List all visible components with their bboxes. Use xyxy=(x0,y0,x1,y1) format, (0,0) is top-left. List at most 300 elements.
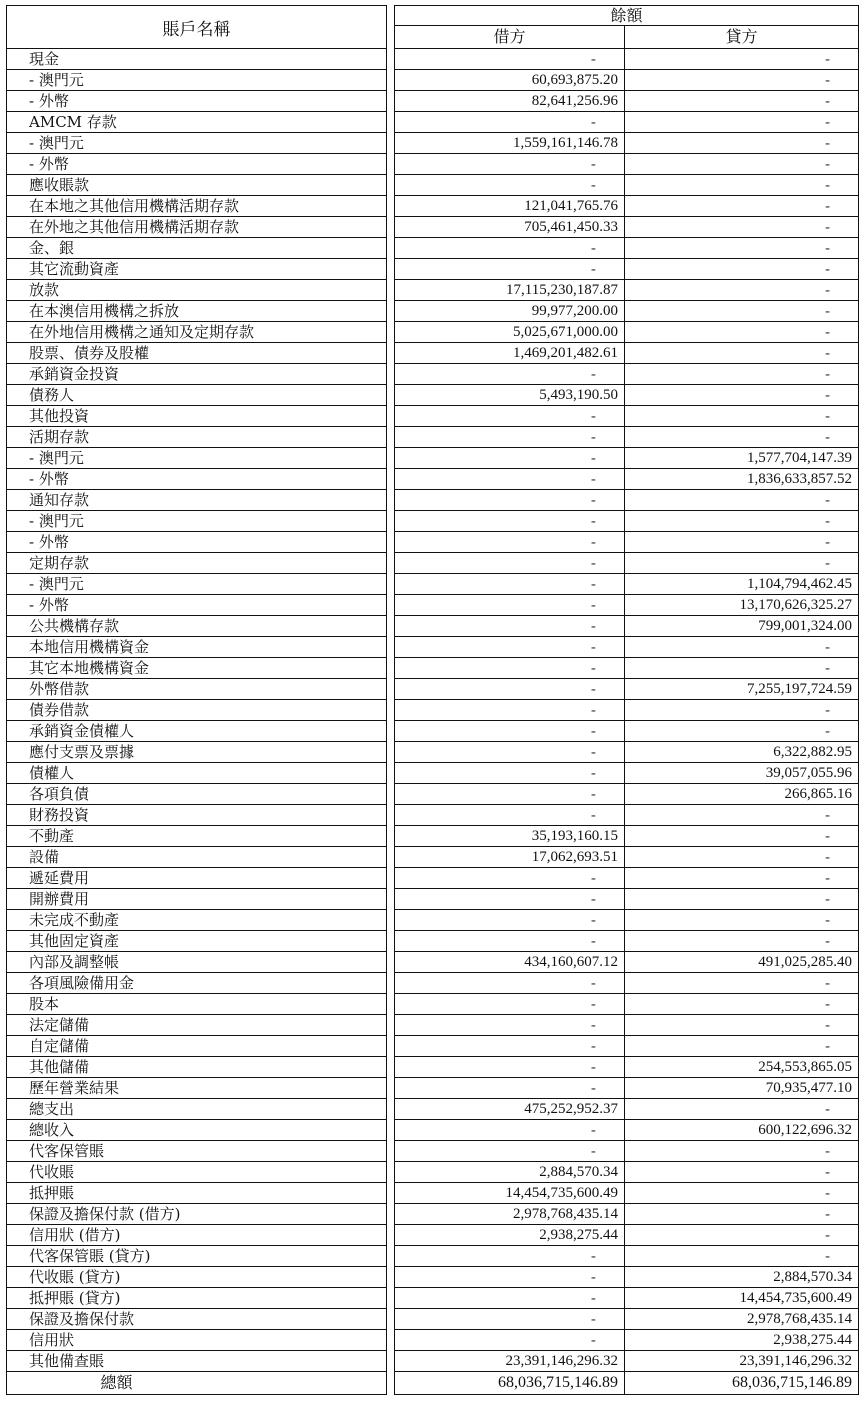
account-name-cell: 抵押賬 xyxy=(7,1183,387,1204)
debit-cell: - xyxy=(395,595,625,616)
debit-cell: - xyxy=(395,994,625,1015)
debit-cell: - xyxy=(395,511,625,532)
table-row xyxy=(7,805,859,826)
debit-cell: - xyxy=(395,427,625,448)
credit-cell: - xyxy=(625,196,859,217)
account-name-cell: 放款 xyxy=(7,280,387,301)
debit-cell: - xyxy=(395,49,625,70)
credit-cell: - xyxy=(625,490,859,511)
account-name-cell: 債務人 xyxy=(7,385,387,406)
column-gap xyxy=(387,427,395,448)
column-gap xyxy=(387,721,395,742)
table-row xyxy=(7,469,859,490)
balance-table xyxy=(6,5,859,1395)
account-name-cell: - 澳門元 xyxy=(7,511,387,532)
column-gap xyxy=(387,490,395,511)
debit-cell: - xyxy=(395,1309,625,1330)
account-rows xyxy=(7,49,859,1372)
table-row xyxy=(7,1246,859,1267)
account-name-cell: 其他備查賬 xyxy=(7,1351,387,1372)
column-gap xyxy=(387,259,395,280)
table-row xyxy=(7,490,859,511)
debit-cell: - xyxy=(395,469,625,490)
column-gap xyxy=(387,1036,395,1057)
debit-cell: - xyxy=(395,364,625,385)
column-gap xyxy=(387,931,395,952)
account-name-cell: 自定儲備 xyxy=(7,1036,387,1057)
debit-cell: 434,160,607.12 xyxy=(395,952,625,973)
table-row xyxy=(7,868,859,889)
account-name-cell: - 外幣 xyxy=(7,595,387,616)
debit-cell: - xyxy=(395,532,625,553)
table-row xyxy=(7,448,859,469)
column-gap xyxy=(387,1330,395,1351)
account-name-cell: 在外地信用機構之通知及定期存款 xyxy=(7,322,387,343)
account-name-cell: - 澳門元 xyxy=(7,574,387,595)
column-gap xyxy=(387,343,395,364)
account-name-cell: 代收賬 xyxy=(7,1162,387,1183)
debit-cell: - xyxy=(395,868,625,889)
credit-cell: - xyxy=(625,1162,859,1183)
column-gap xyxy=(387,385,395,406)
column-gap xyxy=(387,532,395,553)
column-gap xyxy=(387,1183,395,1204)
debit-cell: - xyxy=(395,910,625,931)
debit-cell: - xyxy=(395,784,625,805)
column-gap xyxy=(387,1288,395,1309)
table-row xyxy=(7,1330,859,1351)
credit-cell: - xyxy=(625,931,859,952)
credit-cell: - xyxy=(625,406,859,427)
credit-cell: - xyxy=(625,721,859,742)
table-row xyxy=(7,532,859,553)
debit-cell: 1,559,161,146.78 xyxy=(395,133,625,154)
column-gap xyxy=(387,217,395,238)
account-name-cell: 法定儲備 xyxy=(7,1015,387,1036)
table-row xyxy=(7,112,859,133)
table-row xyxy=(7,994,859,1015)
debit-cell: - xyxy=(395,1120,625,1141)
account-name-cell: 其他投資 xyxy=(7,406,387,427)
account-name-cell: 在本澳信用機構之拆放 xyxy=(7,301,387,322)
debit-cell: - xyxy=(395,1057,625,1078)
column-gap xyxy=(387,1120,395,1141)
account-name-cell: AMCM 存款 xyxy=(7,112,387,133)
table-row xyxy=(7,616,859,637)
debit-cell: - xyxy=(395,1267,625,1288)
credit-cell: - xyxy=(625,343,859,364)
table-row xyxy=(7,1057,859,1078)
column-gap xyxy=(387,826,395,847)
debit-cell: 35,193,160.15 xyxy=(395,826,625,847)
credit-cell: - xyxy=(625,238,859,259)
table-row xyxy=(7,385,859,406)
credit-cell: 799,001,324.00 xyxy=(625,616,859,637)
table-row xyxy=(7,238,859,259)
table-row xyxy=(7,910,859,931)
table-row xyxy=(7,658,859,679)
account-name-cell: 公共機構存款 xyxy=(7,616,387,637)
debit-cell: - xyxy=(395,973,625,994)
debit-cell: 99,977,200.00 xyxy=(395,301,625,322)
column-gap xyxy=(387,511,395,532)
column-gap xyxy=(387,742,395,763)
column-gap xyxy=(387,406,395,427)
debit-cell: - xyxy=(395,448,625,469)
account-name-cell: 其它流動資產 xyxy=(7,259,387,280)
column-gap xyxy=(387,574,395,595)
table-row xyxy=(7,70,859,91)
column-gap xyxy=(387,1372,395,1395)
account-name-cell: 開辦費用 xyxy=(7,889,387,910)
column-gap xyxy=(387,868,395,889)
credit-cell: 2,884,570.34 xyxy=(625,1267,859,1288)
credit-cell: - xyxy=(625,637,859,658)
account-name-cell: 信用狀 xyxy=(7,1330,387,1351)
column-gap xyxy=(387,637,395,658)
column-gap xyxy=(387,238,395,259)
debit-cell: - xyxy=(395,1015,625,1036)
debit-cell: - xyxy=(395,679,625,700)
account-name-cell: 股票、債券及股權 xyxy=(7,343,387,364)
credit-cell: 2,938,275.44 xyxy=(625,1330,859,1351)
table-row xyxy=(7,133,859,154)
debit-cell: - xyxy=(395,616,625,637)
account-name-cell: 未完成不動產 xyxy=(7,910,387,931)
credit-cell: - xyxy=(625,889,859,910)
account-name-cell: 其它本地機構資金 xyxy=(7,658,387,679)
credit-cell: 70,935,477.10 xyxy=(625,1078,859,1099)
debit-cell: - xyxy=(395,1078,625,1099)
credit-cell: 6,322,882.95 xyxy=(625,742,859,763)
table-row xyxy=(7,322,859,343)
column-gap xyxy=(387,1099,395,1120)
table-row xyxy=(7,1141,859,1162)
debit-cell: 475,252,952.37 xyxy=(395,1099,625,1120)
credit-cell: - xyxy=(625,868,859,889)
column-gap xyxy=(387,973,395,994)
account-name-cell: 承銷資金債權人 xyxy=(7,721,387,742)
credit-cell: - xyxy=(625,112,859,133)
account-name-cell: - 外幣 xyxy=(7,469,387,490)
column-gap xyxy=(387,1078,395,1099)
account-name-header: 賬戶名稱 xyxy=(7,6,387,49)
column-gap xyxy=(387,910,395,931)
account-name-cell: 承銷資金投資 xyxy=(7,364,387,385)
column-gap xyxy=(387,1015,395,1036)
credit-cell: - xyxy=(625,1225,859,1246)
table-row xyxy=(7,259,859,280)
table-row xyxy=(7,1351,859,1372)
account-name-cell: - 澳門元 xyxy=(7,448,387,469)
debit-cell: 5,493,190.50 xyxy=(395,385,625,406)
credit-cell: - xyxy=(625,847,859,868)
credit-cell: - xyxy=(625,1246,859,1267)
account-name-cell: 設備 xyxy=(7,847,387,868)
credit-cell: - xyxy=(625,910,859,931)
credit-cell: 14,454,735,600.49 xyxy=(625,1288,859,1309)
column-gap xyxy=(387,301,395,322)
column-gap xyxy=(387,49,395,70)
credit-cell: - xyxy=(625,805,859,826)
column-gap xyxy=(387,1225,395,1246)
credit-cell: - xyxy=(625,1015,859,1036)
debit-cell: 17,062,693.51 xyxy=(395,847,625,868)
debit-cell: 5,025,671,000.00 xyxy=(395,322,625,343)
table-row xyxy=(7,1162,859,1183)
account-name-cell: 定期存款 xyxy=(7,553,387,574)
column-gap xyxy=(387,658,395,679)
account-name-cell: - 澳門元 xyxy=(7,70,387,91)
account-name-cell: 應付支票及票據 xyxy=(7,742,387,763)
credit-cell: - xyxy=(625,259,859,280)
column-gap xyxy=(387,196,395,217)
account-name-cell: - 澳門元 xyxy=(7,133,387,154)
column-gap xyxy=(387,784,395,805)
column-gap xyxy=(387,616,395,637)
account-name-cell: - 外幣 xyxy=(7,532,387,553)
debit-cell: 23,391,146,296.32 xyxy=(395,1351,625,1372)
credit-cell: 13,170,626,325.27 xyxy=(625,595,859,616)
credit-cell: - xyxy=(625,1099,859,1120)
table-row xyxy=(7,889,859,910)
account-name-cell: 財務投資 xyxy=(7,805,387,826)
debit-cell: - xyxy=(395,238,625,259)
debit-cell: - xyxy=(395,889,625,910)
table-row xyxy=(7,679,859,700)
table-row xyxy=(7,49,859,70)
credit-cell: - xyxy=(625,1204,859,1225)
table-row xyxy=(7,952,859,973)
credit-cell: - xyxy=(625,994,859,1015)
total-row xyxy=(7,1372,859,1395)
credit-cell: - xyxy=(625,280,859,301)
account-name-cell: 各項負債 xyxy=(7,784,387,805)
table-row xyxy=(7,742,859,763)
debit-cell: - xyxy=(395,490,625,511)
credit-cell: 39,057,055.96 xyxy=(625,763,859,784)
account-name-cell: 總支出 xyxy=(7,1099,387,1120)
table-row xyxy=(7,175,859,196)
debit-cell: - xyxy=(395,637,625,658)
debit-cell: - xyxy=(395,175,625,196)
column-gap xyxy=(387,133,395,154)
debit-cell: - xyxy=(395,700,625,721)
column-gap xyxy=(387,448,395,469)
account-name-cell: 在本地之其他信用機構活期存款 xyxy=(7,196,387,217)
debit-cell: 2,884,570.34 xyxy=(395,1162,625,1183)
credit-cell: - xyxy=(625,427,859,448)
credit-cell: 266,865.16 xyxy=(625,784,859,805)
debit-cell: - xyxy=(395,406,625,427)
debit-cell: 705,461,450.33 xyxy=(395,217,625,238)
table-row xyxy=(7,1015,859,1036)
column-gap xyxy=(387,679,395,700)
account-name-cell: 遞延費用 xyxy=(7,868,387,889)
column-gap xyxy=(387,322,395,343)
debit-cell: 121,041,765.76 xyxy=(395,196,625,217)
table-row xyxy=(7,1099,859,1120)
debit-cell: - xyxy=(395,931,625,952)
column-gap xyxy=(387,553,395,574)
table-row xyxy=(7,931,859,952)
table-row xyxy=(7,784,859,805)
credit-cell: - xyxy=(625,91,859,112)
table-row xyxy=(7,154,859,175)
column-gap xyxy=(387,154,395,175)
table-row xyxy=(7,595,859,616)
credit-cell: 1,104,794,462.45 xyxy=(625,574,859,595)
column-gap xyxy=(387,1351,395,1372)
debit-cell: 82,641,256.96 xyxy=(395,91,625,112)
credit-cell: - xyxy=(625,70,859,91)
credit-cell: - xyxy=(625,1183,859,1204)
column-gap xyxy=(387,70,395,91)
credit-cell: - xyxy=(625,175,859,196)
table-row xyxy=(7,511,859,532)
credit-cell: - xyxy=(625,133,859,154)
column-gap xyxy=(387,1162,395,1183)
column-gap xyxy=(387,763,395,784)
debit-header: 借方 xyxy=(395,26,625,49)
debit-cell: - xyxy=(395,1330,625,1351)
column-gap xyxy=(387,91,395,112)
credit-cell: 600,122,696.32 xyxy=(625,1120,859,1141)
credit-cell: - xyxy=(625,700,859,721)
column-gap xyxy=(387,175,395,196)
debit-cell: - xyxy=(395,1246,625,1267)
table-row xyxy=(7,763,859,784)
column-gap xyxy=(387,847,395,868)
account-name-cell: 其他固定資產 xyxy=(7,931,387,952)
account-name-cell: 現金 xyxy=(7,49,387,70)
credit-cell: - xyxy=(625,973,859,994)
account-name-cell: 債權人 xyxy=(7,763,387,784)
account-name-cell: 股本 xyxy=(7,994,387,1015)
column-gap xyxy=(387,1141,395,1162)
table-row xyxy=(7,973,859,994)
credit-cell: - xyxy=(625,826,859,847)
credit-cell: - xyxy=(625,49,859,70)
table-row xyxy=(7,1078,859,1099)
debit-cell: - xyxy=(395,112,625,133)
table-row xyxy=(7,217,859,238)
credit-cell: 23,391,146,296.32 xyxy=(625,1351,859,1372)
table-row xyxy=(7,364,859,385)
table-row xyxy=(7,700,859,721)
column-gap xyxy=(387,700,395,721)
column-gap xyxy=(387,112,395,133)
account-name-cell: 金、銀 xyxy=(7,238,387,259)
table-row xyxy=(7,91,859,112)
table-row xyxy=(7,1120,859,1141)
credit-cell: - xyxy=(625,658,859,679)
credit-cell: - xyxy=(625,154,859,175)
table-row xyxy=(7,553,859,574)
debit-cell: - xyxy=(395,154,625,175)
account-name-cell: 通知存款 xyxy=(7,490,387,511)
column-gap xyxy=(387,280,395,301)
table-row xyxy=(7,826,859,847)
credit-cell: - xyxy=(625,385,859,406)
table-row xyxy=(7,637,859,658)
total-debit: 68,036,715,146.89 xyxy=(395,1372,625,1395)
credit-cell: - xyxy=(625,322,859,343)
column-gap xyxy=(387,952,395,973)
debit-cell: - xyxy=(395,742,625,763)
column-gap xyxy=(387,994,395,1015)
table-row xyxy=(7,721,859,742)
total-credit: 68,036,715,146.89 xyxy=(625,1372,859,1395)
debit-cell: - xyxy=(395,553,625,574)
table-row xyxy=(7,574,859,595)
account-name-cell: 歷年營業結果 xyxy=(7,1078,387,1099)
credit-cell: 2,978,768,435.14 xyxy=(625,1309,859,1330)
table-row xyxy=(7,1036,859,1057)
account-name-cell: 外幣借款 xyxy=(7,679,387,700)
debit-cell: - xyxy=(395,1036,625,1057)
account-name-cell: 代客保管賬 (貸方) xyxy=(7,1246,387,1267)
account-name-cell: 內部及調整帳 xyxy=(7,952,387,973)
account-name-cell: 本地信用機構資金 xyxy=(7,637,387,658)
credit-cell: 7,255,197,724.59 xyxy=(625,679,859,700)
account-name-cell: 在外地之其他信用機構活期存款 xyxy=(7,217,387,238)
table-row xyxy=(7,1288,859,1309)
debit-cell: - xyxy=(395,259,625,280)
table-row xyxy=(7,1204,859,1225)
table-row xyxy=(7,427,859,448)
column-gap xyxy=(387,805,395,826)
credit-cell: - xyxy=(625,1036,859,1057)
debit-cell: 2,978,768,435.14 xyxy=(395,1204,625,1225)
credit-cell: - xyxy=(625,511,859,532)
debit-cell: - xyxy=(395,1141,625,1162)
column-gap xyxy=(387,595,395,616)
column-gap xyxy=(387,1204,395,1225)
account-name-cell: - 外幣 xyxy=(7,154,387,175)
column-gap xyxy=(387,469,395,490)
account-name-cell: 應收賬款 xyxy=(7,175,387,196)
account-name-cell: 各項風險備用金 xyxy=(7,973,387,994)
column-gap xyxy=(387,1246,395,1267)
table-row xyxy=(7,280,859,301)
balance-header: 餘額 xyxy=(395,6,859,26)
table-row xyxy=(7,1309,859,1330)
credit-cell: 1,836,633,857.52 xyxy=(625,469,859,490)
credit-cell: 1,577,704,147.39 xyxy=(625,448,859,469)
table-row xyxy=(7,196,859,217)
account-name-cell: 代客保管賬 xyxy=(7,1141,387,1162)
debit-cell: - xyxy=(395,1288,625,1309)
credit-cell: - xyxy=(625,1141,859,1162)
total-label: 總額 xyxy=(7,1372,387,1395)
account-name-cell: 總收入 xyxy=(7,1120,387,1141)
account-name-cell: 信用狀 (借方) xyxy=(7,1225,387,1246)
credit-cell: - xyxy=(625,301,859,322)
debit-cell: 1,469,201,482.61 xyxy=(395,343,625,364)
account-name-cell: 代收賬 (貸方) xyxy=(7,1267,387,1288)
table-row xyxy=(7,343,859,364)
debit-cell: 60,693,875.20 xyxy=(395,70,625,91)
credit-cell: 491,025,285.40 xyxy=(625,952,859,973)
account-name-cell: 保證及擔保付款 xyxy=(7,1309,387,1330)
table-row xyxy=(7,1267,859,1288)
account-name-cell: 其他儲備 xyxy=(7,1057,387,1078)
table-row xyxy=(7,301,859,322)
credit-cell: - xyxy=(625,553,859,574)
account-name-cell: 不動產 xyxy=(7,826,387,847)
table-row xyxy=(7,847,859,868)
